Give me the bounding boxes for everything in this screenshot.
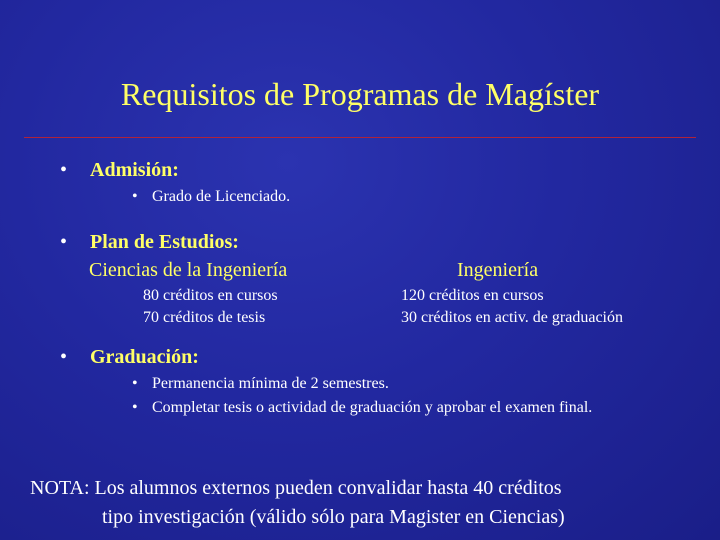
graduacion-label: Graduación: xyxy=(90,346,199,368)
admision-item-text: Grado de Licenciado. xyxy=(152,188,291,205)
plan-col1-line: 70 créditos de tesis xyxy=(143,309,266,326)
graduacion-item xyxy=(132,399,592,417)
sub-bullet-icon: • xyxy=(132,375,138,392)
plan-heading xyxy=(60,231,239,254)
admision-label: Admisión: xyxy=(90,159,179,181)
plan-col2-heading: Ingeniería xyxy=(457,259,539,281)
bullet-icon: • xyxy=(60,346,68,368)
plan-col1-line: 80 créditos en cursos xyxy=(143,287,278,304)
plan-col2-line: 120 créditos en cursos xyxy=(401,287,544,304)
bullet-icon: • xyxy=(60,159,68,181)
graduacion-heading xyxy=(60,346,199,369)
plan-col2-line: 30 créditos en activ. de graduación xyxy=(401,309,623,326)
slide-title: Requisitos de Programas de Magíster xyxy=(120,76,600,112)
graduacion-item xyxy=(132,375,389,393)
graduacion-item-text: Permanencia mínima de 2 semestres. xyxy=(152,375,389,392)
note-line: NOTA: Los alumnos externos pueden convalidar hasta 40 créditos xyxy=(30,477,562,499)
sub-bullet-icon: • xyxy=(132,188,138,205)
admision-item xyxy=(132,188,290,206)
graduacion-item-text: Completar tesis o actividad de graduación y aprobar el examen final. xyxy=(152,399,593,416)
note-line: tipo investigación (válido sólo para Magister en Ciencias) xyxy=(102,506,565,528)
title-divider xyxy=(24,137,696,138)
bullet-icon: • xyxy=(60,231,68,253)
plan-col1-heading: Ciencias de la Ingeniería xyxy=(89,259,288,281)
admision-heading xyxy=(60,159,179,182)
sub-bullet-icon: • xyxy=(132,399,138,416)
plan-label: Plan de Estudios: xyxy=(90,231,239,253)
